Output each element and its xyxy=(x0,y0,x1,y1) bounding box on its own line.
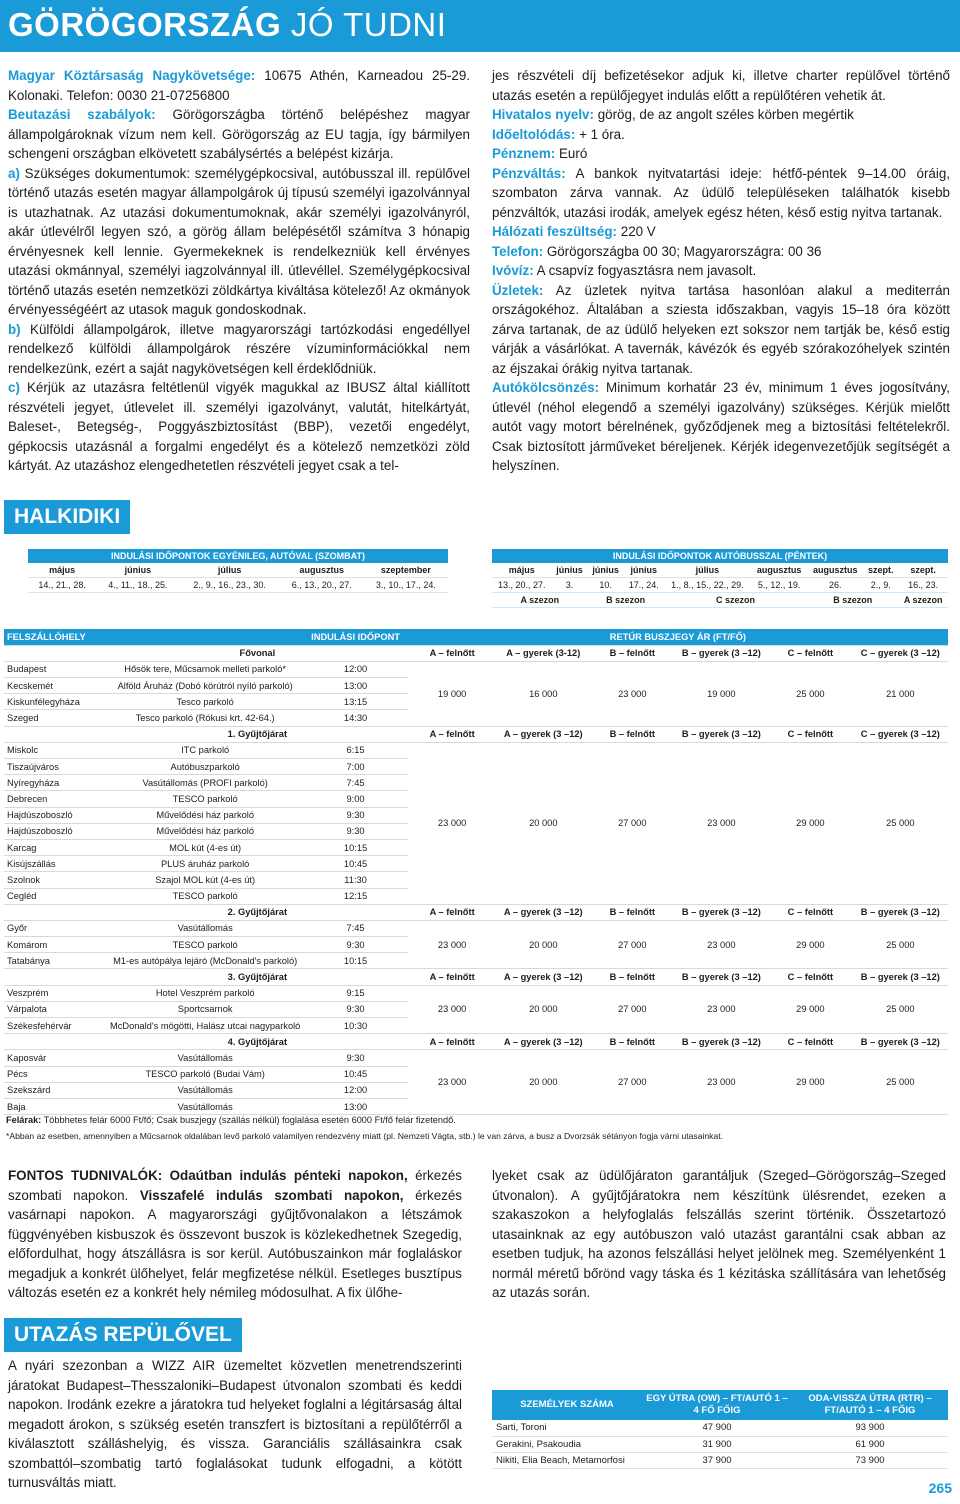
destination-cell: Sarti, Toroni xyxy=(492,1420,642,1436)
price-cell: 23 000 xyxy=(675,985,769,1034)
location-cell: M1-es autópálya lejáró (McDonald's parkoló) xyxy=(107,953,303,969)
time-cell: 7:45 xyxy=(303,920,407,936)
transfer-price-table xyxy=(492,1390,948,1469)
time-cell: 13:00 xyxy=(303,1098,407,1114)
group-name: Fővonal xyxy=(107,645,408,661)
price-cell: 19 000 xyxy=(675,661,769,726)
date-cell: 1., 8., 15., 22., 29. xyxy=(664,578,751,593)
month-cell: augusztus xyxy=(280,563,364,578)
city-cell: Veszprém xyxy=(4,985,107,1001)
price-cell: 23 000 xyxy=(408,1050,497,1115)
continued-text: jes részvételi díj befizetésekor adjuk ki, illetve charter repülővel történő utazás esetén a repülőjegyet indulás előtt a repülőtéren vehetik át. xyxy=(492,68,950,103)
month-cell: június xyxy=(552,563,588,578)
price-column-header: B – felnőtt xyxy=(590,645,675,661)
price-column-header: A – felnőtt xyxy=(408,969,497,985)
intro-column xyxy=(8,66,470,476)
price-cell: 25 000 xyxy=(853,742,948,904)
table-body xyxy=(4,645,948,1114)
price-cell: 27 000 xyxy=(590,742,675,904)
table-row xyxy=(4,920,948,936)
empty-cell xyxy=(4,645,107,661)
table-row xyxy=(492,1452,948,1468)
time-cell: 9:15 xyxy=(303,985,407,1001)
language-label: Hivatalos nyelv: xyxy=(492,107,594,122)
price-cell: 25 000 xyxy=(768,661,853,726)
time-cell: 9:30 xyxy=(303,823,407,839)
price-column-header: B – gyerek (3 –12) xyxy=(853,969,948,985)
exchange-label: Pénzváltás: xyxy=(492,165,566,181)
month-cell: május xyxy=(492,563,552,578)
header-time: INDULÁSI IDŐPONT xyxy=(303,629,407,645)
price-column-header: A – felnőtt xyxy=(408,645,497,661)
price-cell: 23 000 xyxy=(675,920,769,969)
city-cell: Kiskunfélegyháza xyxy=(4,694,107,710)
price-cell: 20 000 xyxy=(497,742,591,904)
time-cell: 9:30 xyxy=(303,807,407,823)
price-cell: 21 000 xyxy=(853,661,948,726)
price-cell: 29 000 xyxy=(768,1050,853,1115)
season-cell: C szezon xyxy=(664,593,807,608)
city-cell: Várpalota xyxy=(4,1001,107,1017)
location-cell: TESCO parkoló xyxy=(107,791,303,807)
price-column-header: B – gyerek (3 –12) xyxy=(675,1034,769,1050)
time-cell: 10:15 xyxy=(303,839,407,855)
entry-text: Görögországba történő belépéshez magyar állampolgároknak vízum nem kell. Görögország az EU tagja, így bármilyen schengeni országban elkövetett szabálysértés a belépést kizárja. xyxy=(8,107,470,161)
price-column-header: A – felnőtt xyxy=(408,1034,497,1050)
price-column-header: B – felnőtt xyxy=(590,1034,675,1050)
time-cell: 9:30 xyxy=(303,937,407,953)
time-cell: 13:00 xyxy=(303,678,407,694)
table-header xyxy=(4,629,948,645)
price-column-header: A – gyerek (3 –12) xyxy=(497,904,591,920)
location-cell: Művelődési ház parkoló xyxy=(107,807,303,823)
title-light: JÓ TUDNI xyxy=(290,6,447,43)
month-cell: július xyxy=(664,563,751,578)
city-cell: Baja xyxy=(4,1098,107,1114)
timezone-text: + 1 óra. xyxy=(579,126,625,142)
time-cell: 12:15 xyxy=(303,888,407,904)
group-header-row xyxy=(4,1034,948,1050)
price-column-header: C – felnőtt xyxy=(768,904,853,920)
empty-cell xyxy=(4,726,107,742)
time-cell: 9:30 xyxy=(303,1001,407,1017)
embassy-label: Magyar Köztársaság Nagykövetsége: xyxy=(8,68,256,83)
title-bold: GÖRÖGORSZÁG xyxy=(8,6,282,43)
price-column-header: B – gyerek (3 –12) xyxy=(675,726,769,742)
language-text: görög, de az angolt széles körben megértik xyxy=(597,107,854,122)
location-cell: TESCO parkoló xyxy=(107,937,303,953)
location-cell: Vasútállomás xyxy=(107,1082,303,1098)
bus-table-title: INDULÁSI IDŐPONTOK AUTÓBUSSZAL (PÉNTEK) xyxy=(492,549,948,563)
location-cell: Tesco parkoló (Rókusi krt. 42-64.) xyxy=(107,710,303,726)
page-title xyxy=(8,6,446,44)
location-cell: Hősök tere, Műcsarnok melleti parkoló* xyxy=(107,661,303,677)
price-cell: 23 000 xyxy=(408,985,497,1034)
parking-note: *Abban az esetben, amennyiben a Műcsarnok oldalában levő parkoló valamilyen rendezvény miatt (pl. Nemzeti Vágta, stb.) le van zárva, a busz a Dvorzsák sétányon fogja várni utasainkat. xyxy=(6,1131,724,1141)
important-text-1: érkezés szombati napokon. xyxy=(8,1168,462,1203)
date-cell: 13., 20., 27. xyxy=(492,578,552,593)
price-cell: 31 900 xyxy=(642,1436,792,1452)
price-cell: 27 000 xyxy=(590,920,675,969)
item-b-text: Külföldi állampolgárok, illetve magyarországi tartózkodási engedéllyel rendelkező külföldi állampolgárok részére vízuminformációkkal nem rendelkezünk, ezért a saját nagykövetségen kell érdeklődniük. xyxy=(8,321,470,376)
city-cell: Nyíregyháza xyxy=(4,775,107,791)
location-cell: TESCO parkoló xyxy=(107,888,303,904)
important-label: FONTOS TUDNIVALÓK: Odaútban indulás pénteki napokon, xyxy=(8,1168,408,1183)
city-cell: Tiszaújváros xyxy=(4,759,107,775)
page-number: 265 xyxy=(928,1480,952,1496)
important-info-right xyxy=(492,1166,946,1303)
important-info-left xyxy=(8,1166,462,1303)
city-cell: Szolnok xyxy=(4,872,107,888)
price-column-header: A – gyerek (3 –12) xyxy=(497,726,591,742)
important-text-3: lyeket csak az üdülőjáraton garantáljuk (Szeged–Görögország–Szeged útvonalon). A gyűjtőjáratokra nem készítünk ülésrendet, ezeken a szakaszokon a helyfoglalás felszállás szerint történik. Összetartozó utasainknak az egy autóbuszon való utazást garantálni csak abban az esetben tudjuk, ha azonos felszállási helyet jelölnek meg. Személyenként 1 normál méretű bőrönd vagy táska és 1 kézitáska szállítására van lehetőség az utazás során. xyxy=(492,1168,946,1300)
empty-cell xyxy=(4,1034,107,1050)
price-column-header: C – felnőtt xyxy=(768,1034,853,1050)
group-header-row xyxy=(4,969,948,985)
date-cell: 3. xyxy=(552,578,588,593)
surcharge-note xyxy=(6,1115,456,1125)
season-cell: B szezon xyxy=(807,593,898,608)
item-a-text: Szükséges dokumentumok: személygépkocsival, autóbusszal ill. repülővel történő utazás esetén magyar állampolgárok új típusú személyi igazolvánnyal is utazhatnak. Az utazási dokumentumoknak, akár személyi igazolványról, akár útlevélről legyen szó, a görög állam belépésétől számítva 3 hónapig érvényesnek kell lennie. Gyermekeknek is rendelkezniük kell érvényes utazási okmánnyal, személyi iagzolvánnyal ill. útlevéllel. Személygépkocsival történő utazás esetén nemzetközi zöldkártya kiváltása kötelező! Az okmányok érvényességéért az utasok maguk gondoskodnak. xyxy=(8,165,470,317)
time-cell: 12:00 xyxy=(303,1082,407,1098)
boarding-price-table xyxy=(4,629,948,1115)
city-cell: Komárom xyxy=(4,937,107,953)
price-column-header: C – gyerek (3 –12) xyxy=(853,726,948,742)
shops-label: Üzletek: xyxy=(492,282,544,298)
month-cell: július xyxy=(180,563,280,578)
month-cell: május xyxy=(28,563,96,578)
city-cell: Cegléd xyxy=(4,888,107,904)
city-cell: Szekszárd xyxy=(4,1082,107,1098)
city-cell: Hajdúszoboszló xyxy=(4,807,107,823)
time-cell: 10:45 xyxy=(303,1066,407,1082)
price-column-header: B – felnőtt xyxy=(590,969,675,985)
location-cell: Hotel Veszprém parkoló xyxy=(107,985,303,1001)
price-cell: 25 000 xyxy=(853,985,948,1034)
location-cell: Vasútállomás xyxy=(107,920,303,936)
exchange-text: A bankok nyitvatartási ideje: hétfő-péntek 9–14.00 óráig, szombaton zárva vannak. Az üdülő településeken találhatók kisebb pénzváltók, utazási irodák, amelyek egész héten, késő estig nyitva tartanak. xyxy=(492,165,951,220)
price-cell: 73 900 xyxy=(792,1452,948,1468)
item-b-label: b) xyxy=(8,321,21,337)
city-cell: Hajdúszoboszló xyxy=(4,823,107,839)
price-cell: 20 000 xyxy=(497,920,591,969)
month-cell: augusztus xyxy=(751,563,807,578)
city-cell: Szeged xyxy=(4,710,107,726)
price-column-header: A – felnőtt xyxy=(408,726,497,742)
location-cell: ITC parkoló xyxy=(107,742,303,758)
price-column-header: B – felnőtt xyxy=(590,726,675,742)
time-cell: 9:00 xyxy=(303,791,407,807)
price-cell: 23 000 xyxy=(590,661,675,726)
time-cell: 7:00 xyxy=(303,759,407,775)
location-cell: Autóbuszparkoló xyxy=(107,759,303,775)
price-header xyxy=(492,1390,948,1420)
timezone-label: Időeltolódás: xyxy=(492,126,576,142)
voltage-text: 220 V xyxy=(620,224,656,239)
city-cell: Kaposvár xyxy=(4,1050,107,1066)
location-cell: Vasútállomás xyxy=(107,1098,303,1114)
car-departure-table xyxy=(28,549,448,593)
group-name: 2. Gyűjtőjárat xyxy=(107,904,408,920)
date-cell: 6., 13., 20., 27. xyxy=(280,578,364,593)
group-name: 4. Gyűjtőjárat xyxy=(107,1034,408,1050)
price-cell: 61 900 xyxy=(792,1436,948,1452)
voltage-label: Hálózati feszültség: xyxy=(492,224,618,239)
date-cell: 5., 12., 19. xyxy=(751,578,807,593)
header-spacer xyxy=(107,629,303,645)
bus-departure-table xyxy=(492,549,948,608)
season-cell: A szezon xyxy=(492,593,588,608)
city-cell: Karcag xyxy=(4,839,107,855)
currency-label: Pénznem: xyxy=(492,146,556,161)
month-cell: június xyxy=(588,563,624,578)
price-cell: 20 000 xyxy=(497,1050,591,1115)
item-a-label: a) xyxy=(8,165,20,181)
city-cell: Tatabánya xyxy=(4,953,107,969)
price-column-header: C – felnőtt xyxy=(768,969,853,985)
price-column-header: B – gyerek (3 –12) xyxy=(675,969,769,985)
location-cell: McDonald's mögötti, Halász utcai nagyparkoló xyxy=(107,1018,303,1034)
price-column-header: A – felnőtt xyxy=(408,904,497,920)
price-cell: 23 000 xyxy=(675,1050,769,1115)
important-text-2: érkezés vasárnapi napokon. A magyarországi gyűjtővonalakon a létszámok függvényében kisbuszok és összevont buszok is közlekedhetnek Szegedig, előfordulhat, hogy átszállásra is sor kerül. Autóbuszainkon már foglaláskor megadjuk a konkrét ülőhelyet, felár megfizetése nélkül. Esetleges busztípus változás esetén ez a konkrét hely némileg módosulhat. A fix ülőhe- xyxy=(8,1187,462,1300)
group-header-row xyxy=(4,645,948,661)
location-cell: Tesco parkoló xyxy=(107,694,303,710)
location-cell: TESCO parkoló (Budai Vám) xyxy=(107,1066,303,1082)
city-cell: Debrecen xyxy=(4,791,107,807)
header-price: RETÚR BUSZJEGY ÁR (FT/FŐ) xyxy=(408,629,948,645)
time-cell: 11:30 xyxy=(303,872,407,888)
month-cell: június xyxy=(624,563,664,578)
date-cell: 17., 24. xyxy=(624,578,664,593)
empty-cell xyxy=(4,904,107,920)
item-c-text: Kérjük az utazásra feltétlenül vigyék magukkal az IBUSZ által kiállított részvételi jegyet, útlevelet ill. személyi igazolványt, valutát, hitelkártyát, Baleset-, Betegség-, Poggyászbiztosítást (BBP), vezetői engedélyt, gépkocsis utazásnál a forgalmi engedélyt és a kötelező nemzetközi zöld kártyát. Az utazáshoz elengedhetetlen részvételi jegyet csak a tel- xyxy=(8,380,470,473)
price-cell: 23 000 xyxy=(675,742,769,904)
empty-cell xyxy=(4,969,107,985)
price-cell: 25 000 xyxy=(853,1050,948,1115)
header-persons: SZEMÉLYEK SZÁMA xyxy=(492,1390,642,1420)
destination-cell: Nikiti, Elia Beach, Metamorfosi xyxy=(492,1452,642,1468)
month-cell: szeptember xyxy=(364,563,448,578)
flight-heading: UTAZÁS REPÜLŐVEL xyxy=(4,1318,242,1352)
price-column-header: C – felnőtt xyxy=(768,645,853,661)
location-cell: PLUS áruház parkoló xyxy=(107,856,303,872)
price-cell: 16 000 xyxy=(497,661,591,726)
shops-text: Az üzletek nyitva tartása hasonlóan alakul a mediterrán országokéhoz. Általában a sziesta időszakban, vagyis 15–18 óra között zárva tartanak, de az üdülő helyeken ezt sokszor nem tartják be, késő estig várják a vásárlókat. A tavernák, kávézók és egyéb szórakozóhelyek szintén az éjszakai órákig nyitva tartanak. xyxy=(492,282,950,376)
date-cell: 16., 23. xyxy=(898,578,948,593)
car-table-title: INDULÁSI IDŐPONTOK EGYÉNILEG, AUTÓVAL (SZOMBAT) xyxy=(28,549,448,563)
item-c-label: c) xyxy=(8,380,20,395)
location-cell: Vasútállomás (PROFI parkoló) xyxy=(107,775,303,791)
bus-table-seasons xyxy=(492,593,948,608)
location-cell: Művelődési ház parkoló xyxy=(107,823,303,839)
price-cell: 20 000 xyxy=(497,985,591,1034)
price-cell: 19 000 xyxy=(408,661,497,726)
time-cell: 13:15 xyxy=(303,694,407,710)
price-column-header: C – felnőtt xyxy=(768,726,853,742)
price-column-header: B – gyerek (3 –12) xyxy=(675,645,769,661)
water-text: A csapvíz fogyasztásra nem javasolt. xyxy=(536,263,757,278)
price-column-header: C – gyerek (3 –12) xyxy=(853,645,948,661)
price-column-header: B – gyerek (3 –12) xyxy=(675,904,769,920)
table-row xyxy=(4,1050,948,1066)
date-cell: 3., 10., 17., 24. xyxy=(364,578,448,593)
phone-text: Görögországba 00 30; Magyarországra: 00 36 xyxy=(546,243,822,259)
price-column-header: B – felnőtt xyxy=(590,904,675,920)
important-label-2: Visszafelé indulás szombati napokon, xyxy=(139,1187,404,1203)
time-cell: 6:15 xyxy=(303,742,407,758)
group-header-row xyxy=(4,726,948,742)
time-cell: 9:30 xyxy=(303,1050,407,1066)
table-row xyxy=(492,1420,948,1436)
location-cell: Sportcsarnok xyxy=(107,1001,303,1017)
city-cell: Kisújszállás xyxy=(4,856,107,872)
price-column-header: B – gyerek (3 –12) xyxy=(853,904,948,920)
date-cell: 2., 9. xyxy=(863,578,898,593)
date-cell: 26. xyxy=(807,578,863,593)
price-column-header: A – gyerek (3-12) xyxy=(497,645,591,661)
price-column-header: A – gyerek (3 –12) xyxy=(497,1034,591,1050)
city-cell: Győr xyxy=(4,920,107,936)
price-cell: 37 900 xyxy=(642,1452,792,1468)
destination-cell: Gerakini, Psakoudia xyxy=(492,1436,642,1452)
price-cell: 93 900 xyxy=(792,1420,948,1436)
price-cell: 23 000 xyxy=(408,742,497,904)
city-cell: Pécs xyxy=(4,1066,107,1082)
price-column-header: B – gyerek (3 –12) xyxy=(853,1034,948,1050)
date-cell: 2., 9., 16., 23., 30. xyxy=(180,578,280,593)
phone-label: Telefon: xyxy=(492,243,544,259)
price-cell: 23 000 xyxy=(408,920,497,969)
date-cell: 14., 21., 28. xyxy=(28,578,96,593)
city-cell: Székesfehérvár xyxy=(4,1018,107,1034)
city-cell: Budapest xyxy=(4,661,107,677)
bus-table-months xyxy=(492,563,948,578)
city-cell: Miskolc xyxy=(4,742,107,758)
time-cell: 14:30 xyxy=(303,710,407,726)
table-row xyxy=(4,985,948,1001)
price-cell: 29 000 xyxy=(768,920,853,969)
car-table-dates xyxy=(28,578,448,593)
table-row xyxy=(492,1436,948,1452)
header-oneway: EGY ÚTRA (OW) – FT/AUTÓ 1 – 4 FŐ FŐIG xyxy=(642,1390,792,1420)
time-cell: 7:45 xyxy=(303,775,407,791)
group-header-row xyxy=(4,904,948,920)
surcharge-label: Felárak: xyxy=(6,1115,42,1125)
time-cell: 12:00 xyxy=(303,661,407,677)
table-row xyxy=(4,661,948,677)
price-cell: 27 000 xyxy=(590,1050,675,1115)
month-cell: szept. xyxy=(898,563,948,578)
header-place: FELSZÁLLÓHELY xyxy=(4,629,107,645)
currency-text: Euró xyxy=(558,146,588,161)
month-cell: június xyxy=(96,563,179,578)
location-cell: Vasútállomás xyxy=(107,1050,303,1066)
season-cell: B szezon xyxy=(588,593,664,608)
price-cell: 29 000 xyxy=(768,985,853,1034)
city-cell: Kecskemét xyxy=(4,678,107,694)
date-cell: 4., 11., 18., 25. xyxy=(96,578,179,593)
location-cell: Szajol MOL kút (4-es út) xyxy=(107,872,303,888)
group-name: 3. Gyűjtőjárat xyxy=(107,969,408,985)
table-row xyxy=(4,742,948,758)
water-label: Ivóvíz: xyxy=(492,263,534,278)
group-name: 1. Gyűjtőjárat xyxy=(107,726,408,742)
halkidiki-heading: HALKIDIKI xyxy=(4,500,130,534)
season-cell: A szezon xyxy=(898,593,948,608)
month-cell: augusztus xyxy=(807,563,863,578)
location-cell: Alföld Áruház (Dobó körútról nyíló parkoló) xyxy=(107,678,303,694)
entry-label: Beutazási szabályok: xyxy=(8,107,156,122)
time-cell: 10:30 xyxy=(303,1018,407,1034)
price-cell: 29 000 xyxy=(768,742,853,904)
month-cell: szept. xyxy=(863,563,898,578)
time-cell: 10:15 xyxy=(303,953,407,969)
header-return: ODA-VISSZA ÚTRA (RTR) – FT/AUTÓ 1 – 4 FŐIG xyxy=(792,1390,948,1420)
surcharge-text: Többhetes felár 6000 Ft/fő; Csak buszjegy (szállás nélkül) foglalása esetén 6000 Ft/fő felár fizetendő. xyxy=(43,1115,456,1125)
time-cell: 10:45 xyxy=(303,856,407,872)
price-cell: 27 000 xyxy=(590,985,675,1034)
price-cell: 25 000 xyxy=(853,920,948,969)
flight-text: A nyári szezonban a WIZZ AIR üzemeltet közvetlen menetrendszerinti járatokat Budapest–Thesszaloniki–Budapest útvonalon szombati és keddi napokon. Irodánk ezekre a járatokra tud helyeket foglalni a légitársaság által megadott árokon, s szükség esetén transzfert is biztosítani a repülőtérről a kiválasztott szálláshelyig, és vissza. Garanciális szállásainkra csak szombattól–szombatig tartó foglalásokat tudunk elfogadni, a kötött turnusváltás miatt. xyxy=(8,1358,462,1490)
car-rental-text: Minimum korhatár 23 év, minimum 1 éves jogosítvány, útlevél (néhol elegendő a személyi igazolvány) szükséges. Kérjük mielőtt autót vagy motort bérelnének, győződjenek meg a biztosítási feltételekről. Csak biztosított járműveket béreljenek. Kérjék idegenvezetőjük segítségét a helyszínen. xyxy=(492,380,950,473)
bus-table-dates xyxy=(492,578,948,593)
location-cell: MOL kút (4-es út) xyxy=(107,839,303,855)
page-banner xyxy=(0,0,960,52)
car-table-months xyxy=(28,563,448,578)
price-cell: 47 900 xyxy=(642,1420,792,1436)
car-rental-label: Autókölcsönzés: xyxy=(492,380,600,395)
info-column xyxy=(492,66,950,476)
date-cell: 10. xyxy=(588,578,624,593)
price-column-header: A – gyerek (3 –12) xyxy=(497,969,591,985)
embassy-text: 10675 Athén, Karneadou 25-29. Kolonaki. Telefon: 0030 21-07256800 xyxy=(8,68,470,103)
